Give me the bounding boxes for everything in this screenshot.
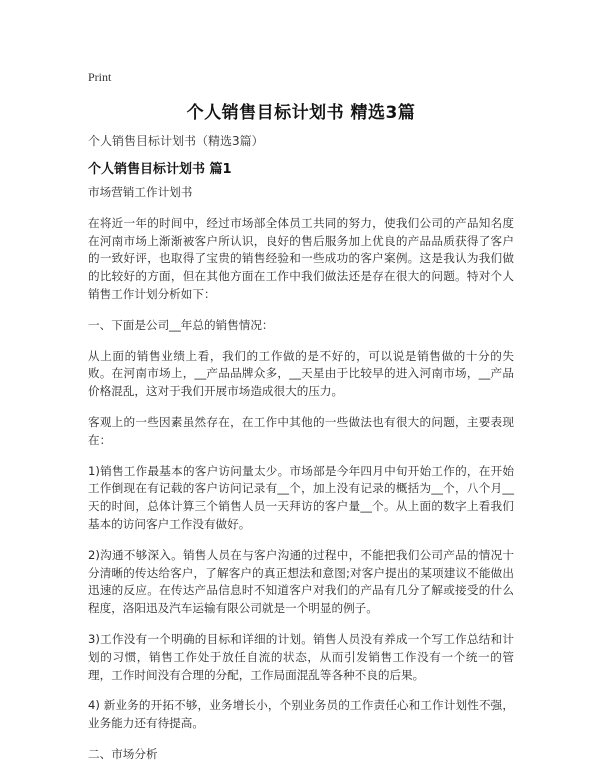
- paragraph-plan-title: 市场营销工作计划书: [88, 185, 193, 199]
- paragraph-sales-results: 从上面的销售业绩上看，我们的工作做的是不好的，可以说是销售做的十分的失败。在河南市场上，__产品品牌众多，__天星由于比较早的进入河南市场，__产品价格混乱，这对于我们开展市场造成很大的压力。: [88, 348, 514, 399]
- document-subtitle: 个人销售目标计划书（精选3篇）: [88, 134, 264, 148]
- paragraph-sales-heading: 一、下面是公司__年总的销售情况：: [88, 317, 274, 332]
- document-title: 个人销售目标计划书 精选3篇: [186, 103, 416, 123]
- article-body: [88, 184, 514, 776]
- paragraph-issue-3: 3)工作没有一个明确的目标和详细的计划。销售人员没有养成一个写工作总结和计划的习惯，销售工作处于放任自流的状态，从而引发销售工作没有一个统一的管理，工作时间没有合理的分配，工作局面混乱等各种不良的后果。: [88, 631, 514, 682]
- paragraph-issue-2: 2)沟通不够深入。销售人员在与客户沟通的过程中，不能把我们公司产品的情况十分清晰的传达给客户，了解客户的真正想法和意图;对客户提出的某项建议不能做出迅速的反应。在传达产品信息时不知道客户对我们的产品有几分了解或接受的什么程度，洛阳迅及汽车运输有限公司就是一个明显的例子。: [88, 547, 514, 616]
- paragraph-market-analysis-heading: 二、市场分析: [88, 746, 158, 761]
- print-link[interactable]: Print: [88, 70, 112, 84]
- paragraph-issues-intro: 客观上的一些因素虽然存在，在工作中其他的一些做法也有很大的问题，主要表现在：: [88, 414, 514, 447]
- paragraph-issue-4: 4) 新业务的开拓不够，业务增长小，个别业务员的工作责任心和工作计划性不强，业务能力还有待提高。: [88, 698, 514, 731]
- section-heading: 个人销售目标计划书 篇1: [88, 162, 232, 177]
- paragraph-issue-1: 1)销售工作最基本的客户访问量太少。市场部是今年四月中旬开始工作的，在开始工作倒现在有记载的客户访问记录有__个，加上没有记录的概括为__个，八个月__天的时间，总体计算三个销售人员一天拜访的客户量__个。从上面的数字上看我们基本的访问客户工作没有做好。: [88, 463, 514, 531]
- paragraph-intro: 在将近一年的时间中，经过市场部全体员工共同的努力，使我们公司的产品知名度在河南市场上渐渐被客户所认识，良好的售后服务加上优良的产品品质获得了客户的一致好评，也取得了宝贵的销售经验和一些成功的客户案例。这是我认为我们做的比较好的方面，但在其他方面在工作中我们做法还是存在很大的问题。特对个人销售工作计划分析如下：: [88, 215, 514, 301]
